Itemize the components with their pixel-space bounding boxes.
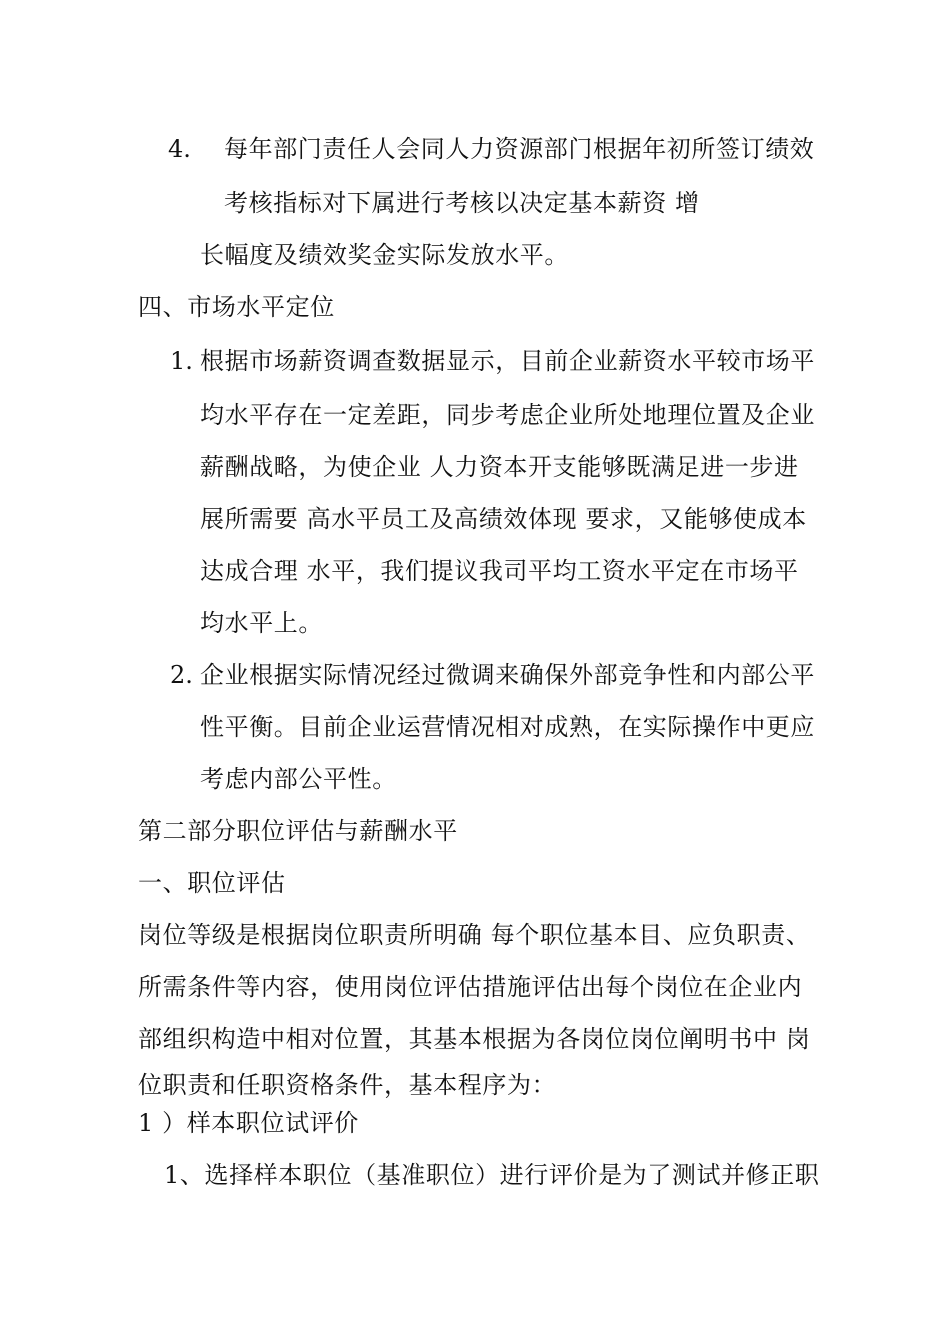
market-item2-line-1: 企业根据实际情况经过微调来确保外部竞争性和内部公平 <box>200 661 815 689</box>
item4-line-3: 长幅度及绩效奖金实际发放水平。 <box>200 241 569 269</box>
market-item1-line-5: 达成合理 水平，我们提议我司平均工资水平定在市场平 <box>200 557 799 585</box>
part2-heading: 第二部分职位评估与薪酬水平 <box>138 817 458 845</box>
job-eval-paragraph-line-3: 部组织构造中相对位置，其基本根据为各岗位岗位阐明书中 岗 <box>138 1025 811 1053</box>
market-item1-number: 1. <box>170 347 193 375</box>
market-item1-line-6: 均水平上。 <box>200 609 323 637</box>
item4-number: 4. <box>168 135 191 163</box>
market-item2-line-3: 考虑内部公平性。 <box>200 765 397 793</box>
step1-item1-line: 1、选择样本职位（基准职位）进行评价是为了测试并修正职 <box>164 1161 820 1189</box>
market-item2-line-2: 性平衡。目前企业运营情况相对成熟，在实际操作中更应 <box>200 713 815 741</box>
job-eval-paragraph-line-1: 岗位等级是根据岗位职责所明确 每个职位基本目、应负职责、 <box>138 921 811 949</box>
job-eval-paragraph-line-2: 所需条件等内容，使用岗位评估措施评估出每个岗位在企业内 <box>138 973 803 1001</box>
market-item1-line-4: 展所需要 高水平员工及高绩效体现 要求，又能够使成本 <box>200 505 807 533</box>
step1-heading: 1 ）样本职位试评价 <box>138 1109 359 1137</box>
item4-line-1: 每年部门责任人会同人力资源部门根据年初所签订绩效 <box>224 135 815 163</box>
job-eval-paragraph-line-4: 位职责和任职资格条件，基本程序为： <box>138 1071 557 1099</box>
item4-line-2: 考核指标对下属进行考核以决定基本薪资 增 <box>224 189 700 217</box>
job-evaluation-heading: 一、职位评估 <box>138 869 286 897</box>
market-item1-line-3: 薪酬战略，为使企业 人力资本开支能够既满足进一步进 <box>200 453 799 481</box>
market-item2-number: 2. <box>170 661 193 689</box>
market-item1-line-2: 均水平存在一定差距，同步考虑企业所处地理位置及企业 <box>200 401 815 429</box>
section-heading-market-positioning: 四、市场水平定位 <box>138 293 335 321</box>
market-item1-line-1: 根据市场薪资调查数据显示，目前企业薪资水平较市场平 <box>200 347 815 375</box>
